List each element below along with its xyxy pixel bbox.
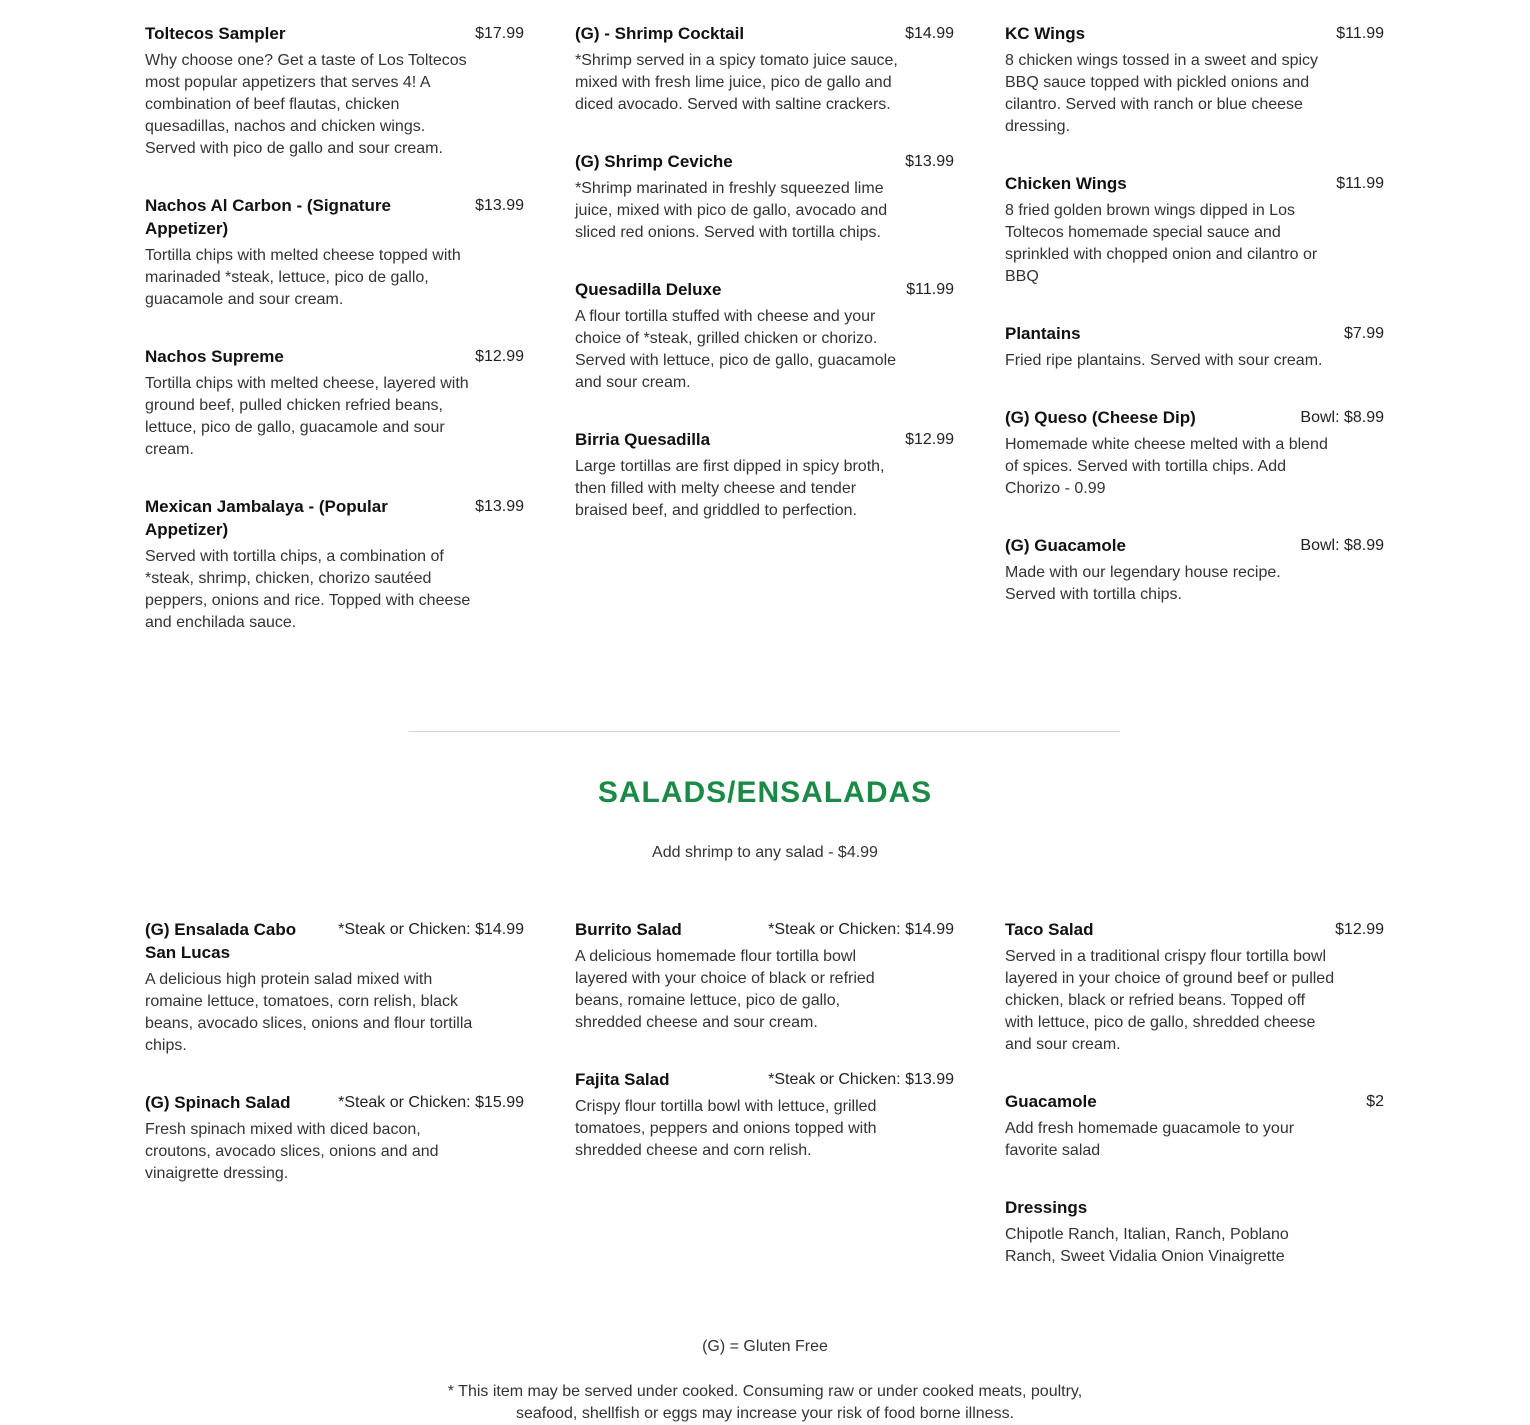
- menu-item: [575, 22, 954, 116]
- item-price: $7.99: [1343, 325, 1384, 342]
- item-description: *Shrimp served in a spicy tomato juice sauce, mixed with fresh lime juice, pico de gallo and diced avocado. Served with saltine crackers.: [575, 52, 898, 113]
- section-divider: [409, 731, 1120, 732]
- item-price: $12.99: [1335, 921, 1384, 938]
- item-name: Guacamole: [1005, 1092, 1097, 1111]
- menu-item: [575, 278, 954, 394]
- menu-item: [145, 1091, 524, 1185]
- item-price: *Steak or Chicken: $14.99: [768, 921, 954, 938]
- item-description: Served with tortilla chips, a combination of *steak, shrimp, chicken, chorizo sautéed peppers, onions and rice. Topped with cheese and enchilada sauce.: [145, 548, 471, 631]
- item-description: Tortilla chips with melted cheese, layered with ground beef, pulled chicken refried beans, lettuce, pico de gallo, guacamole and sour cream.: [145, 375, 469, 458]
- item-name: Fajita Salad: [575, 1070, 670, 1089]
- appetizers-grid: [145, 22, 1385, 668]
- item-name: (G) - Shrimp Cocktail: [575, 24, 745, 43]
- item-description: Fried ripe plantains. Served with sour cream.: [1005, 352, 1323, 369]
- item-price: $14.99: [905, 25, 954, 42]
- item-name: (G) Shrimp Ceviche: [575, 152, 733, 171]
- item-price: $12.99: [905, 431, 954, 448]
- item-name: (G) Spinach Salad: [145, 1093, 291, 1112]
- item-price: Bowl: $8.99: [1300, 537, 1384, 554]
- menu-item: [575, 1068, 954, 1162]
- menu-item: [145, 495, 524, 634]
- item-description: Add fresh homemade guacamole to your favorite salad: [1005, 1120, 1295, 1159]
- item-name: Chicken Wings: [1005, 174, 1127, 193]
- item-price: $11.99: [906, 281, 954, 298]
- item-name: KC Wings: [1005, 24, 1086, 43]
- item-price: $12.99: [475, 348, 524, 365]
- salads-column-1: [145, 918, 524, 1302]
- item-name: Burrito Salad: [575, 920, 682, 939]
- salads-grid: [145, 918, 1385, 1302]
- salads-column-2: [575, 918, 954, 1302]
- item-name: (G) Queso (Cheese Dip): [1005, 408, 1196, 427]
- menu-item: [1005, 172, 1384, 288]
- item-name: (G) Guacamole: [1005, 536, 1126, 555]
- item-description: 8 fried golden brown wings dipped in Los Toltecos homemade special sauce and sprinkled with chopped onion and cilantro or BBQ: [1005, 202, 1318, 285]
- item-description: *Shrimp marinated in freshly squeezed lime juice, mixed with pico de gallo, avocado and sliced red onions. Served with tortilla chips.: [575, 180, 888, 241]
- menu-item: [1005, 322, 1384, 372]
- item-description: A flour tortilla stuffed with cheese and your choice of *steak, grilled chicken or chorizo. Served with lettuce, pico de gallo, guacamole and sour cream.: [575, 308, 897, 391]
- item-description: Served in a traditional crispy flour tortilla bowl layered in your choice of ground beef or pulled chicken, black or refried beans. Topped off with lettuce, pico de gallo, shredded cheese and sour cream.: [1005, 948, 1335, 1053]
- item-description: Made with our legendary house recipe. Served with tortilla chips.: [1005, 564, 1281, 603]
- menu-item: [145, 22, 524, 160]
- item-name: Toltecos Sampler: [145, 24, 286, 43]
- item-price: *Steak or Chicken: $15.99: [338, 1094, 524, 1111]
- food-safety-disclaimer: [0, 1381, 1530, 1425]
- item-price: $13.99: [475, 498, 524, 515]
- menu-item: [1005, 1196, 1384, 1268]
- disclaimer-line: * This item may be served under cooked. Consuming raw or under cooked meats, poultry,: [447, 1383, 1083, 1400]
- item-price: $11.99: [1336, 25, 1384, 42]
- item-name: Birria Quesadilla: [575, 430, 711, 449]
- appetizers-column-2: [575, 22, 954, 668]
- menu-item: [1005, 534, 1384, 606]
- item-name: Mexican Jambalaya - (Popular Appetizer): [145, 497, 388, 539]
- item-description: Chipotle Ranch, Italian, Ranch, Poblano Ranch, Sweet Vidalia Onion Vinaigrette: [1005, 1226, 1289, 1265]
- item-description: 8 chicken wings tossed in a sweet and spicy BBQ sauce topped with pickled onions and cilantro. Served with ranch or blue cheese dressing.: [1005, 52, 1319, 135]
- item-name: Taco Salad: [1005, 920, 1094, 939]
- disclaimer-line: seafood, shellfish or eggs may increase your risk of food borne illness.: [515, 1405, 1015, 1422]
- item-name: Plantains: [1005, 324, 1081, 343]
- salads-column-3: [1005, 918, 1384, 1302]
- item-description: Large tortillas are first dipped in spicy broth, then filled with melty cheese and tender braised beef, and griddled to perfection.: [575, 458, 885, 519]
- item-price: Bowl: $8.99: [1300, 409, 1384, 426]
- item-name: Dressings: [1005, 1198, 1088, 1217]
- menu-item: [1005, 22, 1384, 138]
- item-description: Tortilla chips with melted cheese topped with marinaded *steak, lettuce, pico de gallo, guacamole and sour cream.: [145, 247, 461, 308]
- menu-item: [145, 918, 524, 1057]
- section-note: Add shrimp to any salad - $4.99: [652, 844, 878, 861]
- item-name: Nachos Al Carbon - (Signature Appetizer): [145, 196, 391, 238]
- item-description: Why choose one? Get a taste of Los Toltecos most popular appetizers that serves 4! A combination of beef flautas, chicken quesadillas, nachos and chicken wings. Served with pico de gallo and sour cream.: [145, 52, 467, 157]
- item-description: Crispy flour tortilla bowl with lettuce, grilled tomatoes, peppers and onions topped with shredded cheese and corn relish.: [575, 1098, 877, 1159]
- menu-item: [575, 428, 954, 522]
- menu-item: [145, 345, 524, 461]
- item-price: $17.99: [475, 25, 524, 42]
- item-price: $13.99: [475, 197, 524, 214]
- item-description: Homemade white cheese melted with a blend of spices. Served with tortilla chips. Add Chorizo - 0.99: [1005, 436, 1328, 497]
- item-description: A delicious high protein salad mixed with romaine lettuce, tomatoes, corn relish, black beans, avocado slices, onions and flour tortilla chips.: [145, 971, 473, 1054]
- item-name: Nachos Supreme: [145, 347, 284, 366]
- appetizers-column-1: [145, 22, 524, 668]
- menu-item: [1005, 1090, 1384, 1162]
- item-name: Quesadilla Deluxe: [575, 280, 722, 299]
- menu-item: [145, 194, 524, 311]
- item-description: A delicious homemade flour tortilla bowl layered with your choice of black or refried beans, romaine lettuce, pico de gallo, shredded cheese and sour cream.: [575, 948, 875, 1031]
- gluten-free-legend: (G) = Gluten Free: [702, 1338, 828, 1355]
- item-price: $2: [1366, 1093, 1384, 1110]
- section-title: SALADS/ENSALADAS: [597, 776, 933, 809]
- menu-item: [575, 918, 954, 1034]
- item-name: (G) Ensalada Cabo San Lucas: [145, 920, 297, 962]
- appetizers-column-3: [1005, 22, 1384, 668]
- item-price: $11.99: [1336, 175, 1384, 192]
- item-description: Fresh spinach mixed with diced bacon, croutons, avocado slices, onions and and vinaigrette dressing.: [145, 1121, 439, 1182]
- menu-item: [1005, 918, 1384, 1056]
- item-price: *Steak or Chicken: $14.99: [338, 921, 524, 938]
- menu-item: [575, 150, 954, 244]
- menu-item: [1005, 406, 1384, 500]
- item-price: *Steak or Chicken: $13.99: [768, 1071, 954, 1088]
- item-price: $13.99: [905, 153, 954, 170]
